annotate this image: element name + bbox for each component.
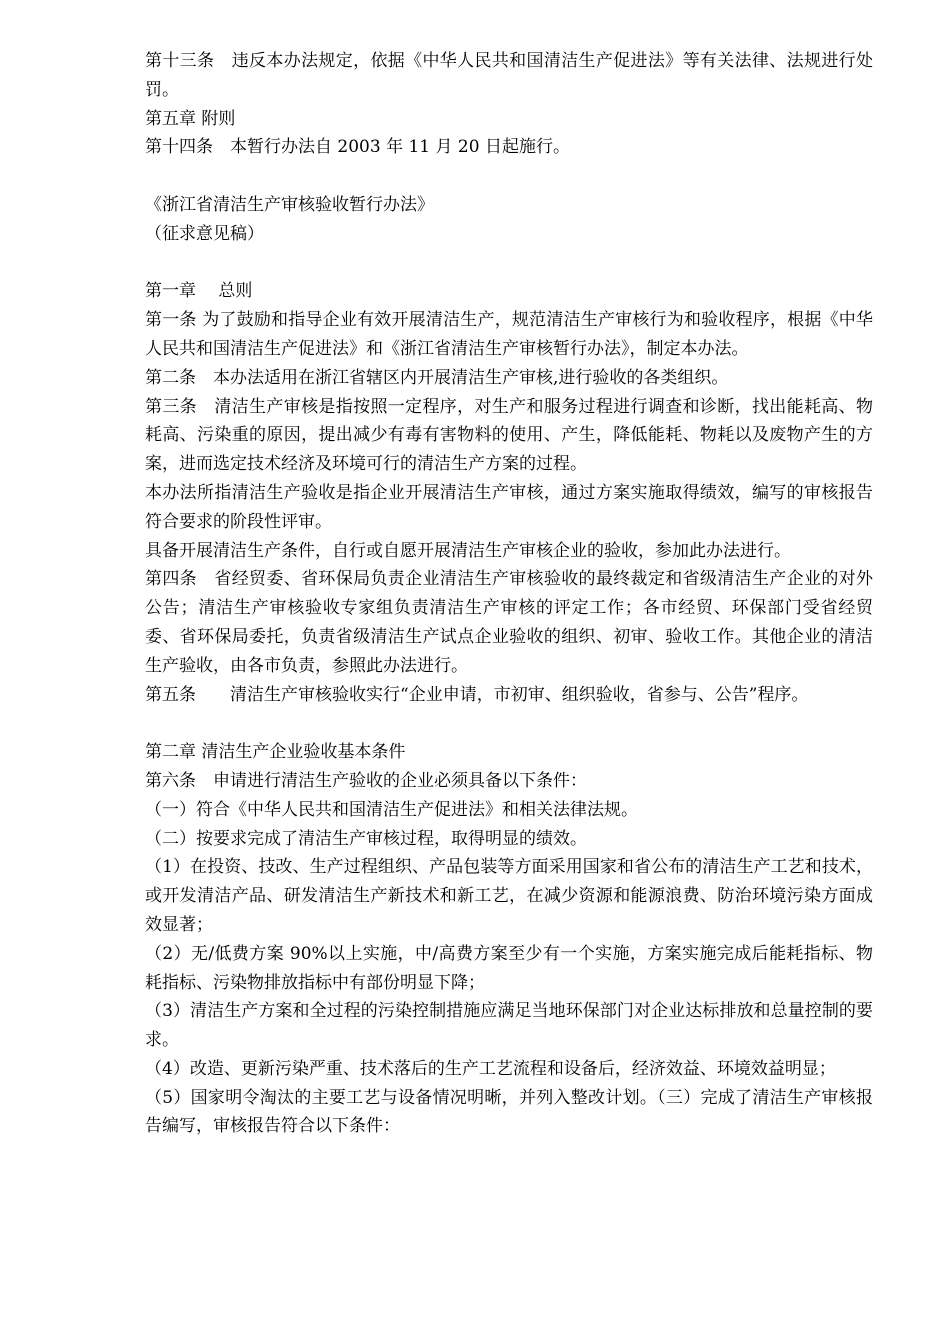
- article-13: 第十三条 违反本办法规定，依据《中华人民共和国清洁生产促进法》等有关法律、法规进行处罚。: [145, 51, 873, 100]
- article-1: 第一条 为了鼓励和指导企业有效开展清洁生产，规范清洁生产审核行为和验收程序，根据《中华人民共和国清洁生产促进法》和《浙江省清洁生产审核暂行办法》，制定本办法。: [145, 310, 873, 359]
- condition-2-item-4: （4）改造、更新污染严重、技术落后的生产工艺流程和设备后，经济效益、环境效益明显；: [145, 1058, 836, 1079]
- chapter-5-heading: 第五章 附则: [145, 108, 236, 129]
- chapter-1-heading: 第一章 总则: [145, 281, 253, 302]
- blank-line: [145, 709, 873, 738]
- blank-line: [145, 162, 873, 191]
- document-body: [145, 47, 873, 1141]
- article-6: 第六条 申请进行清洁生产验收的企业必须具备以下条件：: [145, 770, 587, 791]
- article-2: 第二条 本办法适用在浙江省辖区内开展清洁生产审核,进行验收的各类组织。: [145, 367, 729, 388]
- document-title: 《浙江省清洁生产审核验收暂行办法》: [145, 194, 434, 215]
- article-5: 第五条 清洁生产审核验收实行“企业申请，市初审、组织验收，省参与、公告”程序。: [145, 684, 809, 705]
- article-3-scope-note: 具备开展清洁生产条件，自行或自愿开展清洁生产审核企业的验收，参加此办法进行。: [145, 540, 791, 561]
- article-3: 第三条 清洁生产审核是指按照一定程序，对生产和服务过程进行调查和诊断，找出能耗高、物耗高、污染重的原因，提出减少有毒有害物料的使用、产生，降低能耗、物耗以及废物产生的方案，进而选定技术经济及环境可行的清洁生产方案的过程。: [145, 396, 873, 475]
- article-4: 第四条 省经贸委、省环保局负责企业清洁生产审核验收的最终裁定和省级清洁生产企业的对外公告；清洁生产审核验收专家组负责清洁生产审核的评定工作；各市经贸、环保部门受省经贸委、省环保局委托，负责省级清洁生产试点企业验收的组织、初审、验收工作。其他企业的清洁生产验收，由各市负责，参照此办法进行。: [145, 569, 873, 676]
- condition-2-item-2: （2）无/低费方案 90%以上实施，中/高费方案至少有一个实施，方案实施完成后能耗指标、物耗指标、污染物排放指标中有部份明显下降；: [145, 943, 873, 993]
- article-3-acceptance-definition: 本办法所指清洁生产验收是指企业开展清洁生产审核，通过方案实施取得绩效，编写的审核报告符合要求的阶段性评审。: [145, 482, 873, 532]
- article-14: 第十四条 本暂行办法自 2003 年 11 月 20 日起施行。: [145, 137, 570, 158]
- condition-2-item-3: （3）清洁生产方案和全过程的污染控制措施应满足当地环保部门对企业达标排放和总量控制的要求。: [145, 1001, 873, 1051]
- blank-line: [145, 249, 873, 278]
- chapter-2-heading: 第二章 清洁生产企业验收基本条件: [145, 742, 406, 763]
- document-subtitle: （征求意见稿）: [145, 223, 264, 244]
- condition-2-item-5: （5）国家明令淘汰的主要工艺与设备情况明晰，并列入整改计划。（三）完成了清洁生产审核报告编写，审核报告符合以下条件：: [145, 1087, 873, 1137]
- condition-1: （一）符合《中华人民共和国清洁生产促进法》和相关法律法规。: [145, 799, 638, 820]
- condition-2: （二）按要求完成了清洁生产审核过程，取得明显的绩效。: [145, 828, 587, 849]
- condition-2-item-1: （1）在投资、技改、生产过程组织、产品包装等方面采用国家和省公布的清洁生产工艺和技术，或开发清洁产品、研发清洁生产新技术和新工艺，在减少资源和能源浪费、防治环境污染方面成效显著；: [145, 857, 873, 935]
